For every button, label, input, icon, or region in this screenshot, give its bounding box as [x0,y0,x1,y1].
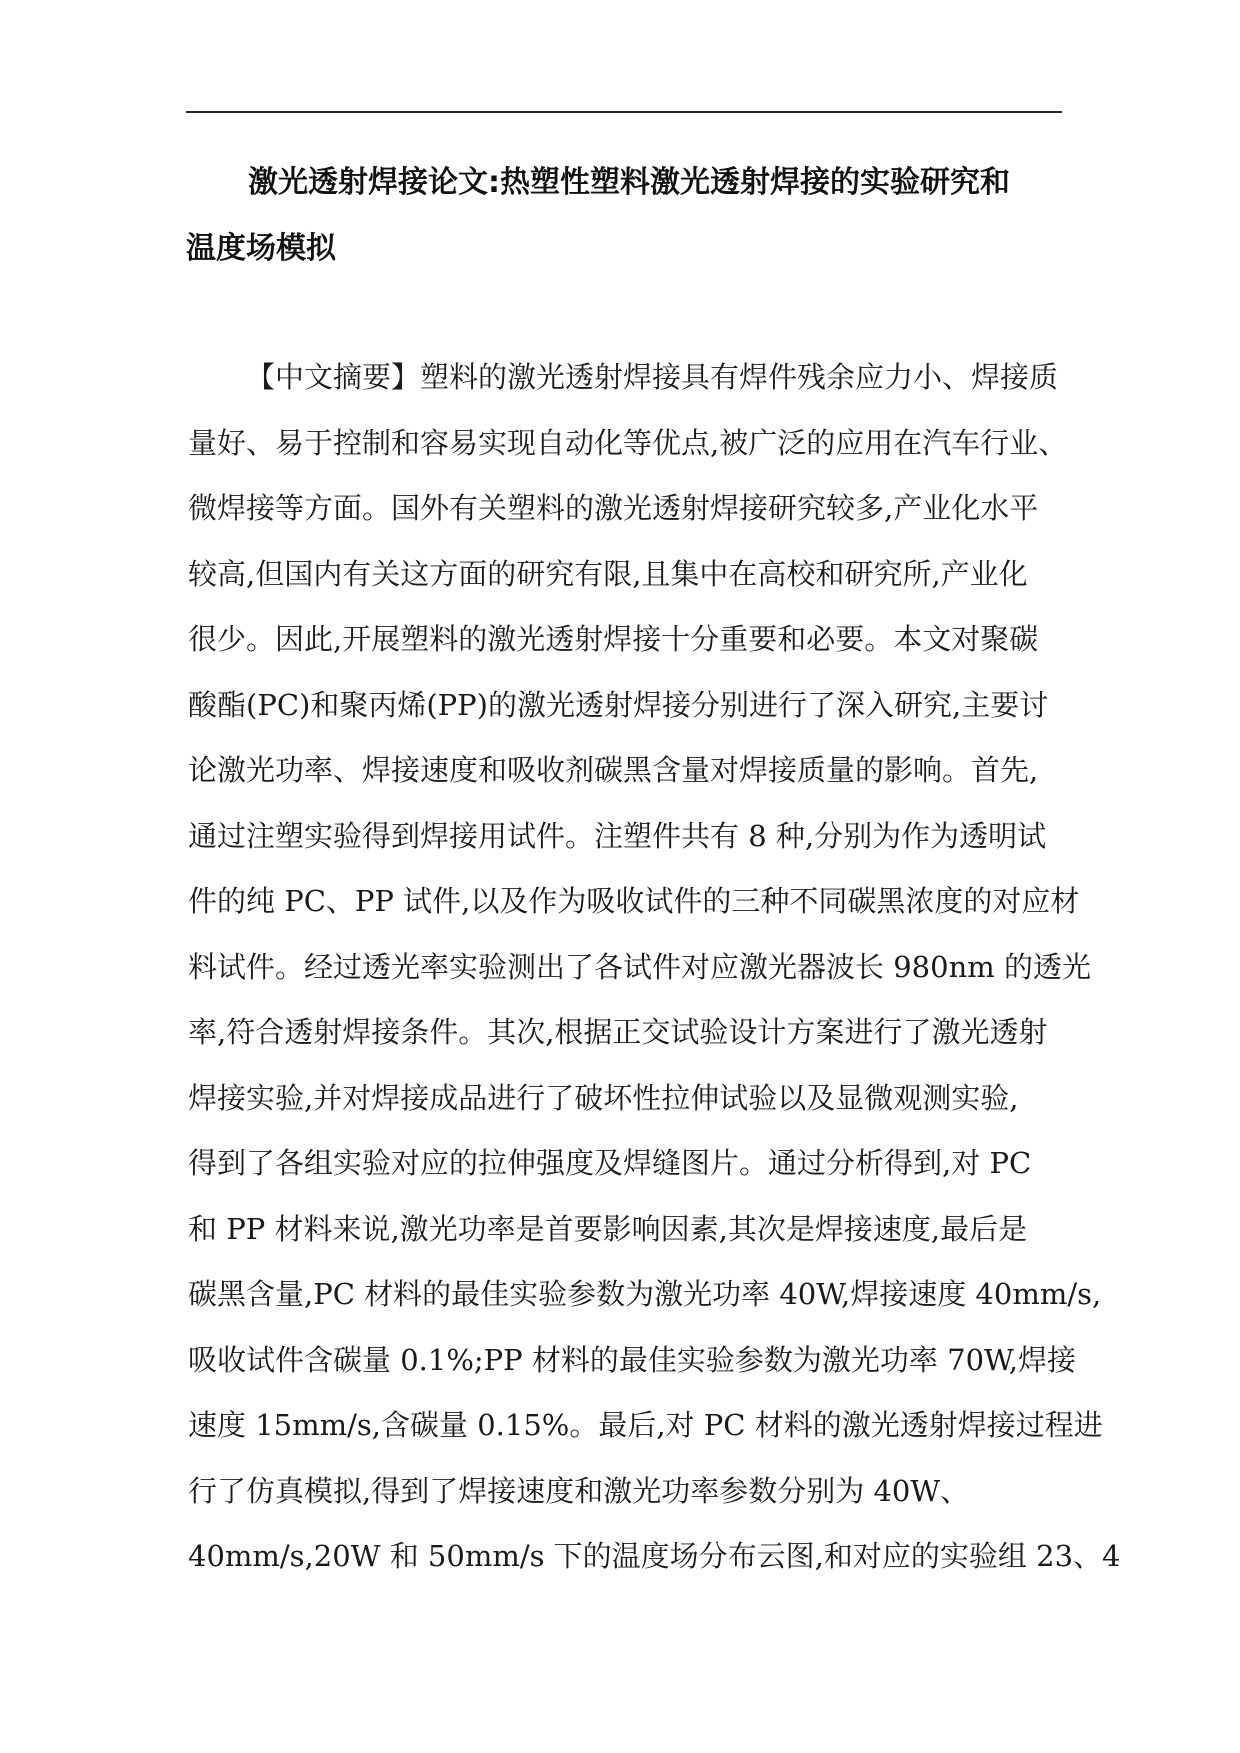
abstract-line: 酸酯(PC)和聚丙烯(PP)的激光透射焊接分别进行了深入研究,主要讨 [188,687,1049,722]
abstract-line: 和 PP 材料来说,激光功率是首要影响因素,其次是焊接速度,最后是 [188,1211,1028,1246]
abstract-line: 得到了各组实验对应的拉伸强度及焊缝图片。通过分析得到,对 PC [188,1146,1032,1180]
abstract-line: 通过注塑实验得到焊接用试件。注塑件共有 8 种,分别为作为透明试 [188,818,1047,853]
abstract-line: 吸收试件含碳量 0.1%;PP 材料的最佳实验参数为激光功率 70W,焊接 [188,1342,1076,1377]
abstract-line: 行了仿真模拟,得到了焊接速度和激光功率参数分别为 40W、 [188,1473,970,1508]
title-line-1: 激光透射焊接论文:热塑性塑料激光透射焊接的实验研究和 [248,165,1010,200]
abstract-line: 40mm/s,20W 和 50mm/s 下的温度场分布云图,和对应的实验组 23、4 [188,1539,1121,1573]
document-title [186,150,1066,282]
title-line-2: 温度场模拟 [186,231,336,266]
abstract-line: 速度 15mm/s,含碳量 0.15%。最后,对 PC 材料的激光透射焊接过程进 [188,1408,1103,1442]
abstract-line: 料试件。经过透光率实验测出了各试件对应激光器波长 980nm 的透光 [188,949,1091,984]
abstract-line: 很少。因此,开展塑料的激光透射焊接十分重要和必要。本文对聚碳 [188,622,1039,656]
abstract-line: 较高,但国内有关这方面的研究有限,且集中在高校和研究所,产业化 [188,556,1028,591]
abstract-line: 论激光功率、焊接速度和吸收剂碳黑含量对焊接质量的影响。首先, [188,753,1039,787]
abstract-line: 件的纯 PC、PP 试件,以及作为吸收试件的三种不同碳黑浓度的对应材 [188,884,1080,918]
abstract-line: 量好、易于控制和容易实现自动化等优点,被广泛的应用在汽车行业、 [188,425,1068,460]
abstract-line: 率,符合透射焊接条件。其次,根据正交试验设计方案进行了激光透射 [188,1015,1048,1049]
abstract-line: 碳黑含量,PC 材料的最佳实验参数为激光功率 40W,焊接速度 40mm/s, [188,1277,1102,1311]
abstract-line: 【中文摘要】塑料的激光透射焊接具有焊件残余应力小、焊接质 [246,360,1059,394]
header-rule [186,111,1062,113]
abstract-line: 焊接实验,并对焊接成品进行了破坏性拉伸试验以及显微观测实验, [188,1080,1019,1115]
abstract-body [188,345,1121,1590]
abstract-line: 微焊接等方面。国外有关塑料的激光透射焊接研究较多,产业化水平 [188,491,1039,525]
